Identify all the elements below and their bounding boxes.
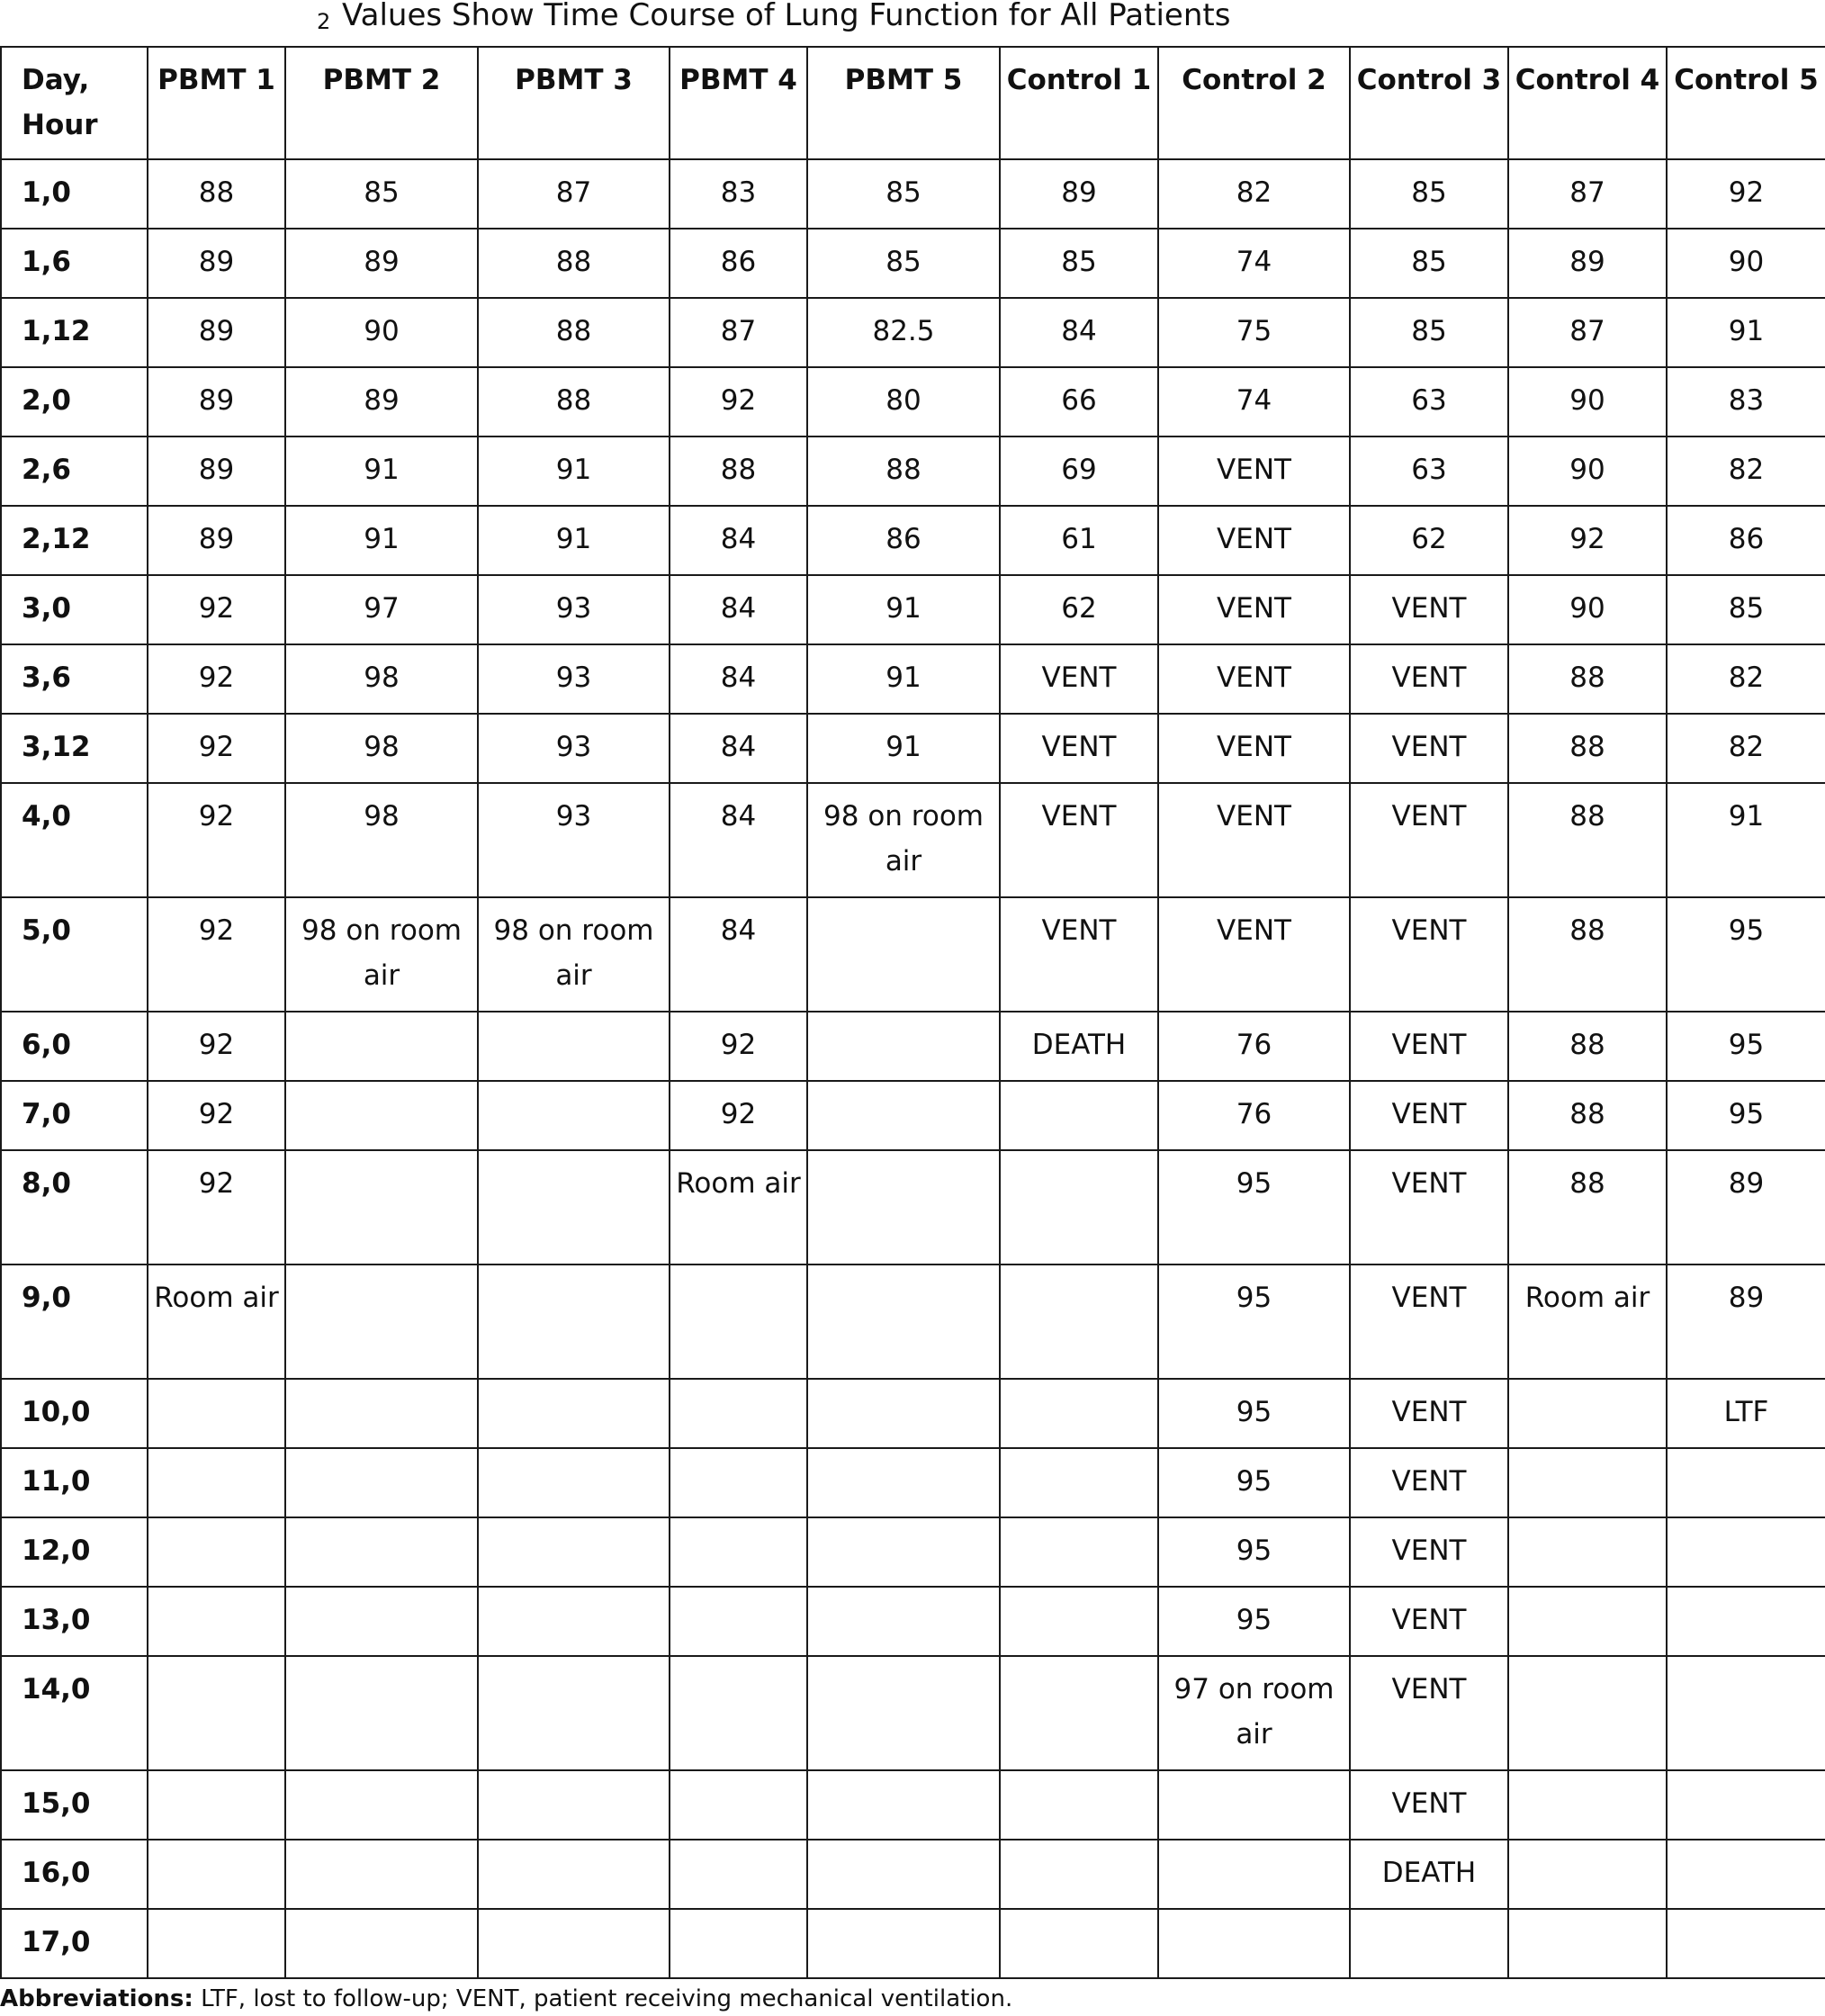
row-header: 3,0 [1, 575, 148, 644]
table-cell [670, 1909, 807, 1978]
table-cell: 88 [1508, 644, 1667, 714]
table-cell: 89 [1508, 229, 1667, 298]
table-cell [670, 1517, 807, 1587]
column-header: PBMT 4 [670, 47, 807, 159]
table-cell [1508, 1770, 1667, 1840]
table-row [1, 1770, 1825, 1840]
table-cell [285, 1264, 478, 1379]
table-cell [807, 1012, 1000, 1081]
table-cell: 97 on room air [1158, 1656, 1350, 1770]
table-cell [1667, 1770, 1825, 1840]
table-cell [478, 1909, 670, 1978]
table-cell: 93 [478, 714, 670, 783]
table-cell: 63 [1350, 367, 1508, 436]
table-cell: 82.5 [807, 298, 1000, 367]
row-header: 8,0 [1, 1150, 148, 1264]
table-cell [478, 1587, 670, 1656]
row-header: 2,0 [1, 367, 148, 436]
table-cell: VENT [1000, 783, 1158, 897]
caption-subscript: 2 [317, 9, 331, 34]
table-cell [285, 1081, 478, 1150]
table-row [1, 1081, 1825, 1150]
table-cell [1508, 1448, 1667, 1517]
table-cell [1667, 1517, 1825, 1587]
table-row [1, 1656, 1825, 1770]
table-cell: 92 [1667, 159, 1825, 229]
row-header: 4,0 [1, 783, 148, 897]
table-cell: 84 [670, 897, 807, 1012]
table-cell: 91 [1667, 783, 1825, 897]
column-header: PBMT 2 [285, 47, 478, 159]
table-cell [807, 1379, 1000, 1448]
table-cell [148, 1656, 285, 1770]
row-header: 10,0 [1, 1379, 148, 1448]
table-cell: 93 [478, 575, 670, 644]
table-cell: 85 [285, 159, 478, 229]
row-header: 1,12 [1, 298, 148, 367]
table-cell [1158, 1840, 1350, 1909]
table-cell [1000, 1379, 1158, 1448]
table-cell: 88 [1508, 1012, 1667, 1081]
table-cell: 89 [1000, 159, 1158, 229]
column-header: Control 1 [1000, 47, 1158, 159]
column-header: Control 4 [1508, 47, 1667, 159]
table-cell [148, 1448, 285, 1517]
table-cell [1508, 1379, 1667, 1448]
table-cell [1350, 1909, 1508, 1978]
table-cell [148, 1587, 285, 1656]
table-cell [1000, 1448, 1158, 1517]
column-header: Control 2 [1158, 47, 1350, 159]
table-cell: 92 [670, 1081, 807, 1150]
table-cell: VENT [1350, 1012, 1508, 1081]
table-cell: 85 [1350, 298, 1508, 367]
table-cell: 95 [1667, 1012, 1825, 1081]
table-cell: 88 [1508, 714, 1667, 783]
row-header: 12,0 [1, 1517, 148, 1587]
table-cell: 82 [1667, 436, 1825, 506]
table-cell [285, 1909, 478, 1978]
table-cell [285, 1656, 478, 1770]
table-cell [1508, 1517, 1667, 1587]
table-cell: VENT [1158, 436, 1350, 506]
table-cell [1508, 1587, 1667, 1656]
table-cell: 69 [1000, 436, 1158, 506]
table-cell: 89 [148, 298, 285, 367]
table-cell: 88 [807, 436, 1000, 506]
table-cell: VENT [1350, 1150, 1508, 1264]
table-row [1, 714, 1825, 783]
table-cell: 89 [285, 229, 478, 298]
table-cell: VENT [1350, 1081, 1508, 1150]
table-cell: 84 [670, 575, 807, 644]
table-cell [1000, 1840, 1158, 1909]
table-cell [1000, 1770, 1158, 1840]
table-row [1, 1448, 1825, 1517]
table-cell [1667, 1587, 1825, 1656]
table-cell: 76 [1158, 1012, 1350, 1081]
table-body [1, 159, 1825, 1978]
table-cell [285, 1448, 478, 1517]
table-cell [478, 1081, 670, 1150]
table-cell: 98 [285, 783, 478, 897]
lung-function-table [0, 46, 1825, 1979]
table-cell [285, 1379, 478, 1448]
table-cell [1667, 1656, 1825, 1770]
table-cell [1508, 1909, 1667, 1978]
table-cell: Room air [670, 1150, 807, 1264]
table-cell: 91 [807, 714, 1000, 783]
table-cell [1000, 1264, 1158, 1379]
table-cell: 90 [1508, 575, 1667, 644]
table-cell: 97 [285, 575, 478, 644]
table-cell [1000, 1656, 1158, 1770]
table-cell: 92 [148, 1081, 285, 1150]
table-cell [478, 1379, 670, 1448]
table-cell: 88 [478, 298, 670, 367]
row-header: 5,0 [1, 897, 148, 1012]
table-cell: VENT [1350, 783, 1508, 897]
table-cell: 66 [1000, 367, 1158, 436]
table-cell [285, 1770, 478, 1840]
table-row [1, 436, 1825, 506]
table-cell [478, 1150, 670, 1264]
footnote-label: Abbreviations: [0, 1985, 193, 2012]
table-cell [478, 1517, 670, 1587]
table-cell [285, 1517, 478, 1587]
table-cell: 89 [1667, 1150, 1825, 1264]
table-cell: DEATH [1000, 1012, 1158, 1081]
table-cell [670, 1379, 807, 1448]
row-header: 1,0 [1, 159, 148, 229]
table-cell [285, 1587, 478, 1656]
table-cell: 82 [1158, 159, 1350, 229]
table-row [1, 1517, 1825, 1587]
table-cell: VENT [1350, 575, 1508, 644]
table-cell: 85 [807, 229, 1000, 298]
table-cell [807, 1770, 1000, 1840]
table-cell: 95 [1158, 1150, 1350, 1264]
table-cell: 86 [1667, 506, 1825, 575]
table-cell: VENT [1350, 1656, 1508, 1770]
table-cell: 86 [670, 229, 807, 298]
table-row [1, 506, 1825, 575]
column-header: Control 3 [1350, 47, 1508, 159]
row-header: 1,6 [1, 229, 148, 298]
table-cell [1000, 1909, 1158, 1978]
table-cell: 95 [1667, 897, 1825, 1012]
table-cell: 90 [1508, 367, 1667, 436]
table-cell [478, 1840, 670, 1909]
table-cell: 93 [478, 783, 670, 897]
table-row [1, 298, 1825, 367]
table-cell: 91 [807, 644, 1000, 714]
table-cell: 88 [478, 367, 670, 436]
column-header: Day, Hour [1, 47, 148, 159]
table-row [1, 783, 1825, 897]
table-cell: 88 [478, 229, 670, 298]
table-cell [807, 1517, 1000, 1587]
table-row [1, 159, 1825, 229]
table-cell: 88 [1508, 1150, 1667, 1264]
table-cell: 92 [1508, 506, 1667, 575]
table-cell: VENT [1158, 644, 1350, 714]
table-cell: VENT [1158, 506, 1350, 575]
table-cell: 85 [1350, 229, 1508, 298]
table-cell: VENT [1158, 575, 1350, 644]
table-cell [1667, 1448, 1825, 1517]
table-row [1, 1909, 1825, 1978]
table-cell [670, 1656, 807, 1770]
table-cell: 88 [1508, 897, 1667, 1012]
table-cell: DEATH [1350, 1840, 1508, 1909]
table-cell [148, 1909, 285, 1978]
table-cell: 84 [670, 506, 807, 575]
table-cell: VENT [1000, 714, 1158, 783]
table-cell: 98 [285, 644, 478, 714]
table-cell: 63 [1350, 436, 1508, 506]
column-header: Control 5 [1667, 47, 1825, 159]
table-cell [148, 1517, 285, 1587]
table-cell [670, 1448, 807, 1517]
table-cell [807, 1448, 1000, 1517]
table-cell [807, 1909, 1000, 1978]
table-row [1, 229, 1825, 298]
table-cell: 89 [148, 367, 285, 436]
table-cell: 95 [1158, 1379, 1350, 1448]
table-row [1, 1012, 1825, 1081]
table-cell: VENT [1158, 783, 1350, 897]
table-cell: Room air [1508, 1264, 1667, 1379]
table-cell: 62 [1350, 506, 1508, 575]
column-header: PBMT 1 [148, 47, 285, 159]
table-cell [670, 1264, 807, 1379]
table-cell: 98 on room air [478, 897, 670, 1012]
footnote-text: LTF, lost to follow-up; VENT, patient receiving mechanical ventilation. [201, 1985, 1013, 2012]
table-cell: 90 [1508, 436, 1667, 506]
table-cell: 98 on room air [285, 897, 478, 1012]
table-cell: 89 [148, 229, 285, 298]
table-cell: 86 [807, 506, 1000, 575]
table-cell [1000, 1081, 1158, 1150]
table-cell: 87 [670, 298, 807, 367]
table-cell [807, 1587, 1000, 1656]
row-header: 13,0 [1, 1587, 148, 1656]
table-cell [670, 1587, 807, 1656]
row-header: 3,12 [1, 714, 148, 783]
table-cell: VENT [1350, 1379, 1508, 1448]
table-cell: VENT [1000, 644, 1158, 714]
table-cell: VENT [1158, 714, 1350, 783]
table-row [1, 575, 1825, 644]
table-cell [807, 1264, 1000, 1379]
table-cell: 91 [285, 436, 478, 506]
table-cell: 91 [478, 506, 670, 575]
row-header: 9,0 [1, 1264, 148, 1379]
row-header: 15,0 [1, 1770, 148, 1840]
table-cell: 76 [1158, 1081, 1350, 1150]
caption-title: Values Show Time Course of Lung Function for All Patients [342, 0, 1231, 33]
table-cell [478, 1656, 670, 1770]
table-cell: 98 on room air [807, 783, 1000, 897]
table-cell: 87 [1508, 159, 1667, 229]
table-cell: VENT [1000, 897, 1158, 1012]
table-row [1, 1264, 1825, 1379]
footnote [0, 1985, 1012, 2012]
table-cell: 89 [148, 436, 285, 506]
table-cell: Room air [148, 1264, 285, 1379]
table-cell: 83 [670, 159, 807, 229]
table-cell: 84 [670, 783, 807, 897]
table-cell: 62 [1000, 575, 1158, 644]
table-cell: LTF [1667, 1379, 1825, 1448]
table-cell [1000, 1587, 1158, 1656]
table-cell: 91 [285, 506, 478, 575]
table-cell [1158, 1770, 1350, 1840]
table-cell [478, 1012, 670, 1081]
table-cell: 91 [1667, 298, 1825, 367]
table-cell: 92 [148, 897, 285, 1012]
table-cell [478, 1448, 670, 1517]
table-cell [1667, 1840, 1825, 1909]
table-cell: VENT [1350, 1587, 1508, 1656]
table-cell [148, 1840, 285, 1909]
table-cell [285, 1150, 478, 1264]
row-header: 11,0 [1, 1448, 148, 1517]
row-header: 7,0 [1, 1081, 148, 1150]
table-cell: 95 [1158, 1448, 1350, 1517]
table-cell [478, 1770, 670, 1840]
table-cell: 87 [478, 159, 670, 229]
table-row [1, 1379, 1825, 1448]
table-row [1, 644, 1825, 714]
table-cell: 88 [670, 436, 807, 506]
table-cell: 87 [1508, 298, 1667, 367]
table-cell: 92 [670, 1012, 807, 1081]
table-cell: VENT [1350, 897, 1508, 1012]
table-cell [1508, 1656, 1667, 1770]
table-cell [148, 1770, 285, 1840]
table-cell: 84 [1000, 298, 1158, 367]
table-cell: 95 [1667, 1081, 1825, 1150]
table-cell: VENT [1350, 1517, 1508, 1587]
table-cell: 89 [285, 367, 478, 436]
table-cell: 91 [807, 575, 1000, 644]
table-cell: 95 [1158, 1587, 1350, 1656]
table-cell: 74 [1158, 229, 1350, 298]
table-cell: 85 [1350, 159, 1508, 229]
table-cell [807, 897, 1000, 1012]
table-cell: 75 [1158, 298, 1350, 367]
table-cell: 91 [478, 436, 670, 506]
table-cell: 80 [807, 367, 1000, 436]
table-cell [478, 1264, 670, 1379]
table-cell: 74 [1158, 367, 1350, 436]
table-cell: 92 [670, 367, 807, 436]
header-row [1, 47, 1825, 159]
table-cell: 95 [1158, 1517, 1350, 1587]
table-cell: 90 [1667, 229, 1825, 298]
table-cell: 98 [285, 714, 478, 783]
table-cell: 84 [670, 714, 807, 783]
row-header: 6,0 [1, 1012, 148, 1081]
table-cell [670, 1770, 807, 1840]
table-cell: 84 [670, 644, 807, 714]
table-row [1, 367, 1825, 436]
table-cell: VENT [1350, 1448, 1508, 1517]
table-row [1, 1150, 1825, 1264]
table-cell: 92 [148, 1012, 285, 1081]
table-cell [1000, 1150, 1158, 1264]
table-cell: 83 [1667, 367, 1825, 436]
row-header: 3,6 [1, 644, 148, 714]
table-cell: 82 [1667, 714, 1825, 783]
table-cell: 92 [148, 714, 285, 783]
table-cell [807, 1840, 1000, 1909]
table-row [1, 897, 1825, 1012]
table-cell [148, 1379, 285, 1448]
table-cell: 82 [1667, 644, 1825, 714]
row-header: 2,12 [1, 506, 148, 575]
table-cell: VENT [1350, 1770, 1508, 1840]
table-cell: 93 [478, 644, 670, 714]
table-cell [807, 1656, 1000, 1770]
table-cell [1508, 1840, 1667, 1909]
table-cell [285, 1012, 478, 1081]
table-cell: VENT [1350, 714, 1508, 783]
table-cell: 92 [148, 575, 285, 644]
table-cell: 89 [148, 506, 285, 575]
table-cell [1667, 1909, 1825, 1978]
table-cell [285, 1840, 478, 1909]
row-header: 2,6 [1, 436, 148, 506]
table-cell: VENT [1350, 644, 1508, 714]
table-row [1, 1840, 1825, 1909]
table-cell: 85 [1000, 229, 1158, 298]
table-cell: 88 [1508, 1081, 1667, 1150]
table-cell: 92 [148, 783, 285, 897]
table-cell: VENT [1158, 897, 1350, 1012]
table-cell [1158, 1909, 1350, 1978]
table-cell: 89 [1667, 1264, 1825, 1379]
column-header: PBMT 5 [807, 47, 1000, 159]
table-cell: 61 [1000, 506, 1158, 575]
table-cell: 92 [148, 644, 285, 714]
row-header: 14,0 [1, 1656, 148, 1770]
table-cell: 85 [807, 159, 1000, 229]
table-cell: 92 [148, 1150, 285, 1264]
table-cell [670, 1840, 807, 1909]
table-cell: 95 [1158, 1264, 1350, 1379]
table-cell: 90 [285, 298, 478, 367]
table-cell: 88 [1508, 783, 1667, 897]
table-cell [807, 1081, 1000, 1150]
table-cell: 85 [1667, 575, 1825, 644]
row-header: 17,0 [1, 1909, 148, 1978]
column-header: PBMT 3 [478, 47, 670, 159]
table-caption [0, 0, 1825, 41]
table-cell [1000, 1517, 1158, 1587]
table-row [1, 1587, 1825, 1656]
table-cell [807, 1150, 1000, 1264]
table-cell: VENT [1350, 1264, 1508, 1379]
table-cell: 88 [148, 159, 285, 229]
row-header: 16,0 [1, 1840, 148, 1909]
